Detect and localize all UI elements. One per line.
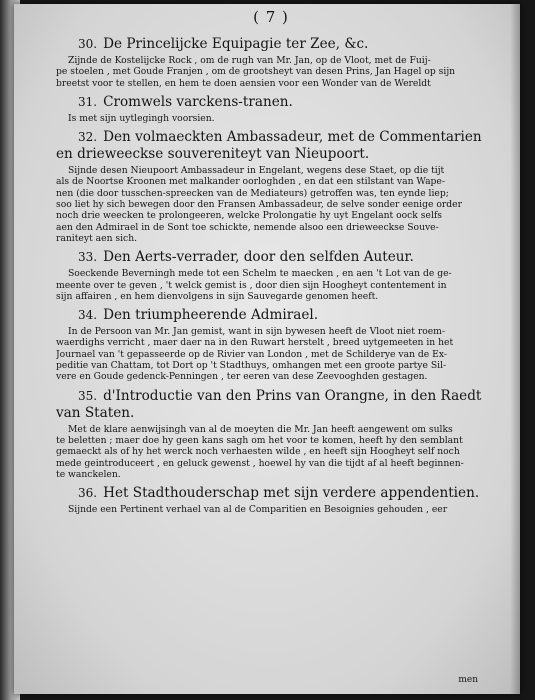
- section-heading: [56, 388, 488, 422]
- text-line: vere en Goude gedenck-Penningen , ter eeren van dese Zeevooghden gestagen.: [56, 371, 428, 383]
- section-body: [56, 113, 488, 124]
- section-body: [56, 504, 488, 515]
- text-line: In de Persoon van Mr. Jan gemist, want in sijn bywesen heeft de Vloot niet roem-: [68, 326, 445, 338]
- text-line: Sijnde desen Nieupoort Ambassadeur in Engelant, wegens dese Staet, op die tijt: [68, 165, 445, 177]
- section-33: [56, 249, 488, 302]
- section-number: 34.: [78, 308, 98, 323]
- text-line: noch drie weecken te prolongeeren, welcke Prolongatie hy uyt Engelant oock selfs: [56, 210, 442, 222]
- section-35: [56, 388, 488, 480]
- section-heading: [56, 307, 488, 324]
- text-line: te wanckelen.: [56, 468, 121, 480]
- section-heading: [56, 129, 488, 163]
- text-line: Journael van 't gepasseerde op de Rivier van London , met de Schilderye van de Ex-: [56, 348, 447, 360]
- section-body: [56, 268, 488, 302]
- section-heading: [56, 485, 488, 502]
- section-body: [56, 165, 488, 244]
- text-line: aen den Admirael in de Sont toe schickte, nemende alsoo een drieweeckse Souve-: [56, 221, 439, 233]
- text-line: als de Noortse Kroonen met malkander oorloghden , en dat een stilstant van Wape-: [56, 176, 445, 188]
- page-shadow-edge: [510, 4, 520, 694]
- book-page: [14, 4, 520, 694]
- text-line: mede geintroduceert , en geluck gewenst , hoewel hy van die tijdt af al heeft beginnen-: [56, 457, 464, 469]
- text-line: raniteyt aen sich.: [56, 232, 138, 244]
- section-36: [56, 485, 488, 515]
- section-title: Den triumpheerende Admirael.: [103, 307, 319, 324]
- section-number: 30.: [78, 37, 98, 51]
- text-line: Met de klare aenwijsingh van al de moeyten die Mr. Jan heeft aengewent om sulks: [68, 423, 453, 435]
- section-body: [56, 424, 488, 480]
- section-body: [56, 55, 488, 89]
- section-heading: [56, 36, 488, 53]
- section-31: [56, 94, 488, 124]
- section-heading: [56, 94, 488, 111]
- page-number: ( 7 ): [253, 8, 289, 26]
- section-34: [56, 307, 488, 382]
- text-line: Sijnde een Pertinent verhael van al de Comparitien en Besoignies gehouden , eer: [68, 504, 448, 516]
- section-title: De Princelijcke Equipagie ter Zee, &c.: [103, 36, 369, 52]
- section-title: Het Stadthouderschap met sijn verdere appendentien.: [103, 485, 480, 502]
- text-line: waerdighs verricht , maer daer na in den Ruwart herstelt , breed uytgemeeten in het: [56, 337, 454, 349]
- text-line: sijn affairen , en hem dienvolgens in sijn Sauvegarde genomen heeft.: [56, 290, 379, 302]
- section-number: 33.: [78, 250, 98, 265]
- section-title: Den volmaeckten Ambassadeur, met de Commentarien en drieweeckse souvereniteyt van Nieupoort.: [56, 129, 482, 163]
- text-line: breetst voor te stellen, en hem te doen aensien voor een Wonder van de Wereldt: [56, 77, 431, 89]
- text-line: te beletten ; maer doe hy geen kans sagh om het voor te komen, heeft hy den semblant: [56, 434, 463, 446]
- catchword: men: [458, 675, 478, 685]
- section-title: Den Aerts-verrader, door den selfden Auteur.: [103, 249, 414, 266]
- text-line: peditie van Chattam, tot Dort op 't Stadthuys, omhangen met een groote partye Sil-: [56, 360, 447, 372]
- section-number: 31.: [78, 94, 98, 109]
- text-line: pe stoelen , met Goude Franjen , om de grootsheyt van desen Prins, Jan Hagel op sijn: [56, 66, 456, 78]
- page-content: [56, 36, 488, 520]
- text-line: gemaeckt als of hy het werck noch verhaesten wilde , en heeft sijn Hoogheyt self noch: [56, 446, 460, 458]
- text-line: Is met sijn uytlegingh voorsien.: [68, 112, 215, 124]
- text-line: nen (die door tusschen-spreecken van de Mediateurs) getroffen was, ten eynde liep;: [56, 187, 449, 199]
- text-line: soo liet hy sich bewegen door den Fransen Ambassadeur, de selve sonder eenige order: [56, 199, 462, 211]
- text-line: meente over te geven , 't welck gemist is , door dien sijn Hoogheyt contentement in: [56, 279, 447, 291]
- section-number: 32.: [78, 130, 98, 145]
- section-title: Cromwels varckens-tranen.: [103, 93, 293, 110]
- section-title: d'Introductie van den Prins van Orangne, in den Raedt van Staten.: [56, 387, 482, 421]
- section-32: [56, 129, 488, 244]
- section-heading: [56, 249, 488, 266]
- text-line: Zijnde de Kostelijcke Rock , om de rugh van Mr. Jan, op de Vloot, met de Fuij-: [68, 55, 431, 66]
- section-number: 35.: [78, 388, 98, 403]
- section-body: [56, 326, 488, 382]
- section-number: 36.: [78, 486, 98, 501]
- section-30: [56, 36, 488, 89]
- text-line: Soeckende Beverningh mede tot een Schelm te maecken , en aen 't Lot van de ge-: [68, 268, 452, 280]
